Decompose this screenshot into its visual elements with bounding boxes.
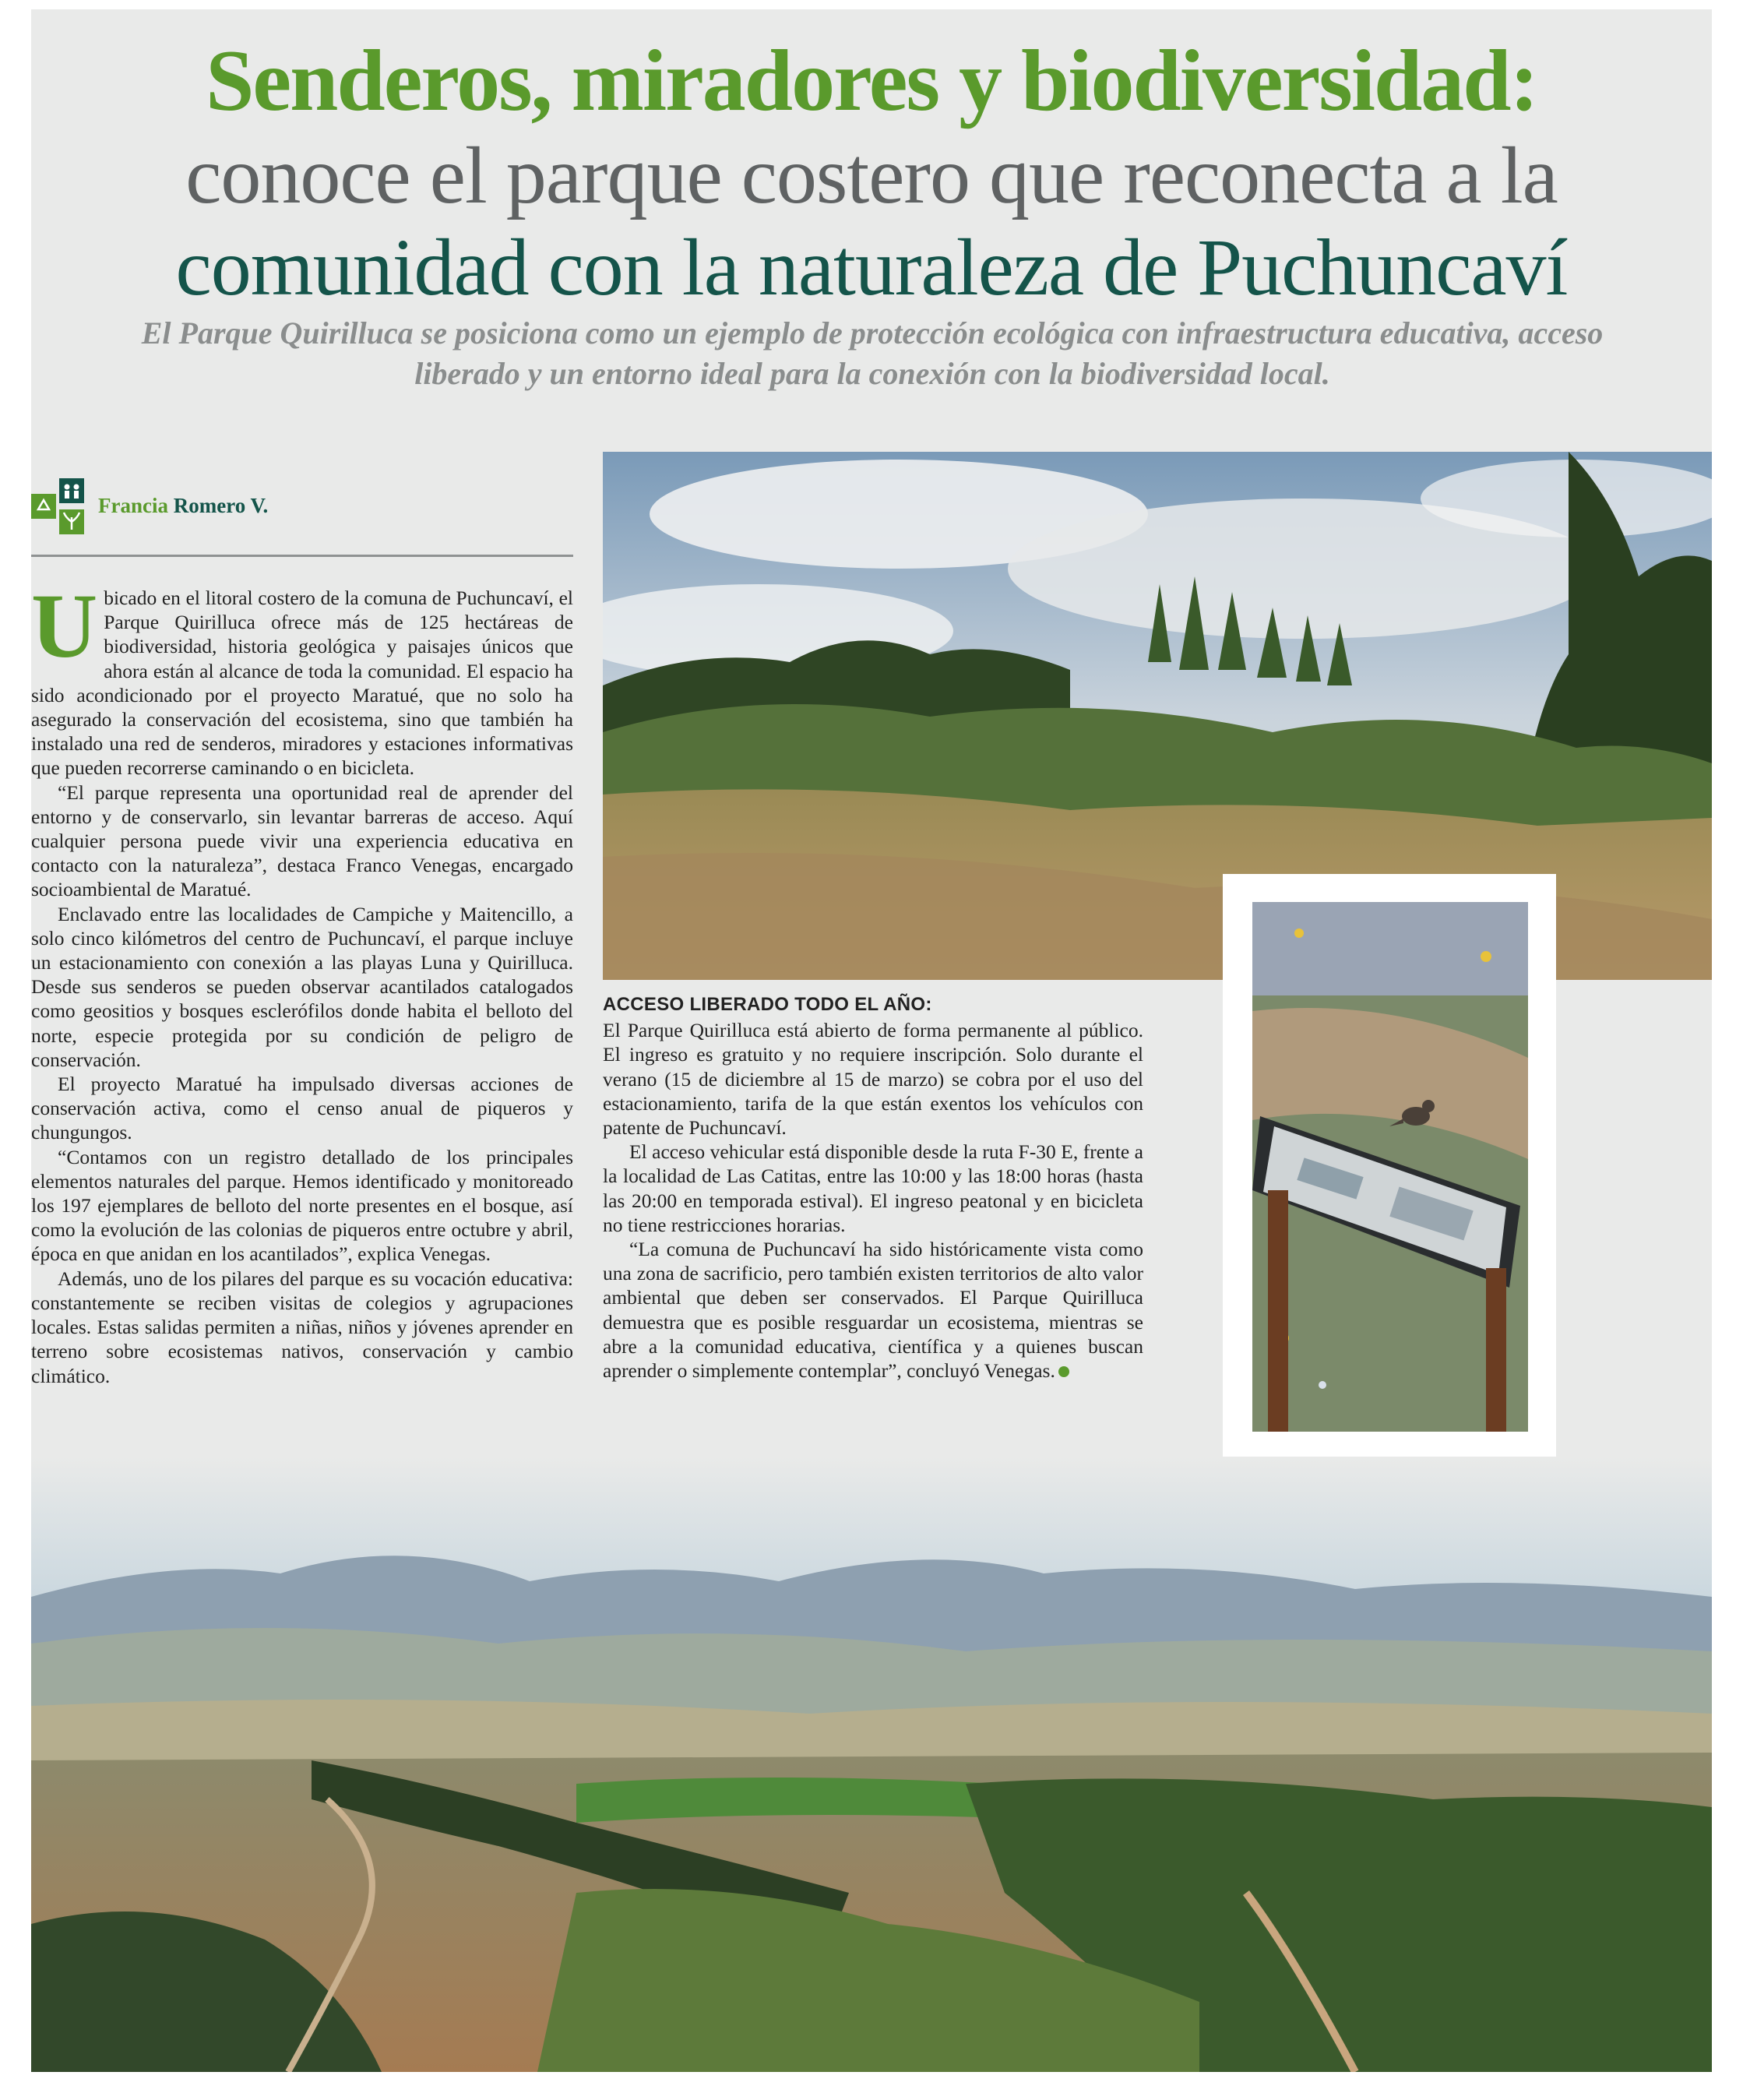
people-icon: [59, 478, 84, 503]
paragraph-9: [603, 1237, 1143, 1383]
headline: [31, 33, 1712, 313]
plant-icon: [59, 509, 84, 534]
body-column-2: [603, 992, 1143, 1383]
end-mark-icon: [1058, 1366, 1069, 1377]
paragraph-9-text: “La comuna de Puchuncaví ha sido históricamente vista como una zona de sacrificio, pero también existen territorios de alto valor ambiental que deben ser conservados. El Parque Quirilluca demuestra que es posible resguardar un ecosistema, mientras se abre a la comunidad educativa, científica y a quienes buscan aprender o simplemente contemplar”, concluyó Venegas.: [603, 1238, 1143, 1383]
info-sign-photo: [1252, 902, 1528, 1432]
paragraph-6: Además, uno de los pilares del parque es su vocación educativa: constantemente se reciben visitas de colegios y agrupaciones locales. Estas salidas permiten a niñas, niños y jóvenes aprender en terreno sobre ecosistemas nativos, conservación y cambio climático.: [31, 1267, 573, 1387]
headline-line-3: comunidad con la naturaleza de Puchuncaví: [175, 223, 1568, 312]
deck-subtitle: El Parque Quirilluca se posiciona como un ejemplo de protección ecológica con infraestructura educativa, acceso liberado y un entorno ideal para la conexión con la biodiversidad local.: [141, 315, 1604, 391]
paragraph-2: “El parque representa una oportunidad real de aprender del entorno y de conservarlo, sin levantar barreras de acceso. Aquí cualquier persona puede vivir una experiencia educativa en contacto con la naturaleza”, destaca Franco Venegas, encargado socioambiental de Maratué.: [31, 780, 573, 901]
section-subhead: ACCESO LIBERADO TODO EL AÑO:: [603, 994, 932, 1015]
drop-cap: U: [31, 575, 98, 677]
paragraph-5: “Contamos con un registro detallado de los principales elementos naturales del parque. Hemos identificado y monitoreado los 197 ejemplares de belloto del norte presentes en el bosque, así como la evolución de las colonias de piqueros entre octubre y abril, época en que anidan en los acantilados”, explica Venegas.: [31, 1145, 573, 1266]
headline-line-2: conoce el parque costero que reconecta a la: [185, 131, 1558, 220]
wave-icon: [31, 495, 56, 541]
paragraph-1: [31, 575, 573, 780]
author-last-name: Romero V.: [173, 494, 269, 517]
paragraph-7: El Parque Quirilluca está abierto de forma permanente al público. El ingreso es gratuito y no requiere inscripción. Solo durante el verano (15 de diciembre al 15 de marzo) se cobra por el uso del estacionamiento, tarifa de la que están exentos los vehículos con patente de Puchuncaví.: [603, 1019, 1143, 1140]
article-page: [31, 9, 1712, 2072]
paragraph-8: El acceso vehicular está disponible desde la ruta F-30 E, frente a la localidad de Las Catitas, entre las 10:00 y las 18:00 horas (hasta las 20:00 en temporada estival). El ingreso peatonal y en bicicleta no tiene restricciones horarias.: [603, 1140, 1143, 1236]
headline-line-1: Senderos, miradores y biodiversidad:: [206, 33, 1537, 129]
paragraph-1-text: bicado en el litoral costero de la comuna de Puchuncaví, el Parque Quirilluca ofrece más de 125 hectáreas de biodiversidad, historia geológica y paisajes únicos que ahora están al alcance de toda la comunidad. El espacio ha sido acondicionado por el proyecto Maratué, que no solo ha asegurado la conservación del ecosistema, sino que también ha instalado una red de senderos, miradores y estaciones informativas que pueden recorrerse caminando o en bicicleta.: [31, 587, 573, 780]
sign-photo-frame: [1223, 874, 1556, 1460]
paragraph-3: Enclavado entre las localidades de Campiche y Maitencillo, a solo cinco kilómetros del centro de Puchuncaví, el parque incluye un estacionamiento con conexión a las playas Luna y Quirilluca. Desde sus senderos se pueden observar acantilados catalogados como geositios y bosques esclerófilos donde habita el belloto del norte, especie protegida por su condición de peligro de conservación.: [31, 902, 573, 1071]
body-column-1: [31, 575, 573, 1388]
byline-divider: [31, 555, 573, 557]
author-first-name: Francia: [98, 494, 168, 517]
byline: [98, 494, 268, 518]
section-logo: [31, 478, 86, 541]
valley-panorama-photo: [31, 1457, 1712, 2072]
paragraph-4: El proyecto Maratué ha impulsado diversas acciones de conservación activa, como el censo anual de piqueros y chungungos.: [31, 1073, 573, 1144]
